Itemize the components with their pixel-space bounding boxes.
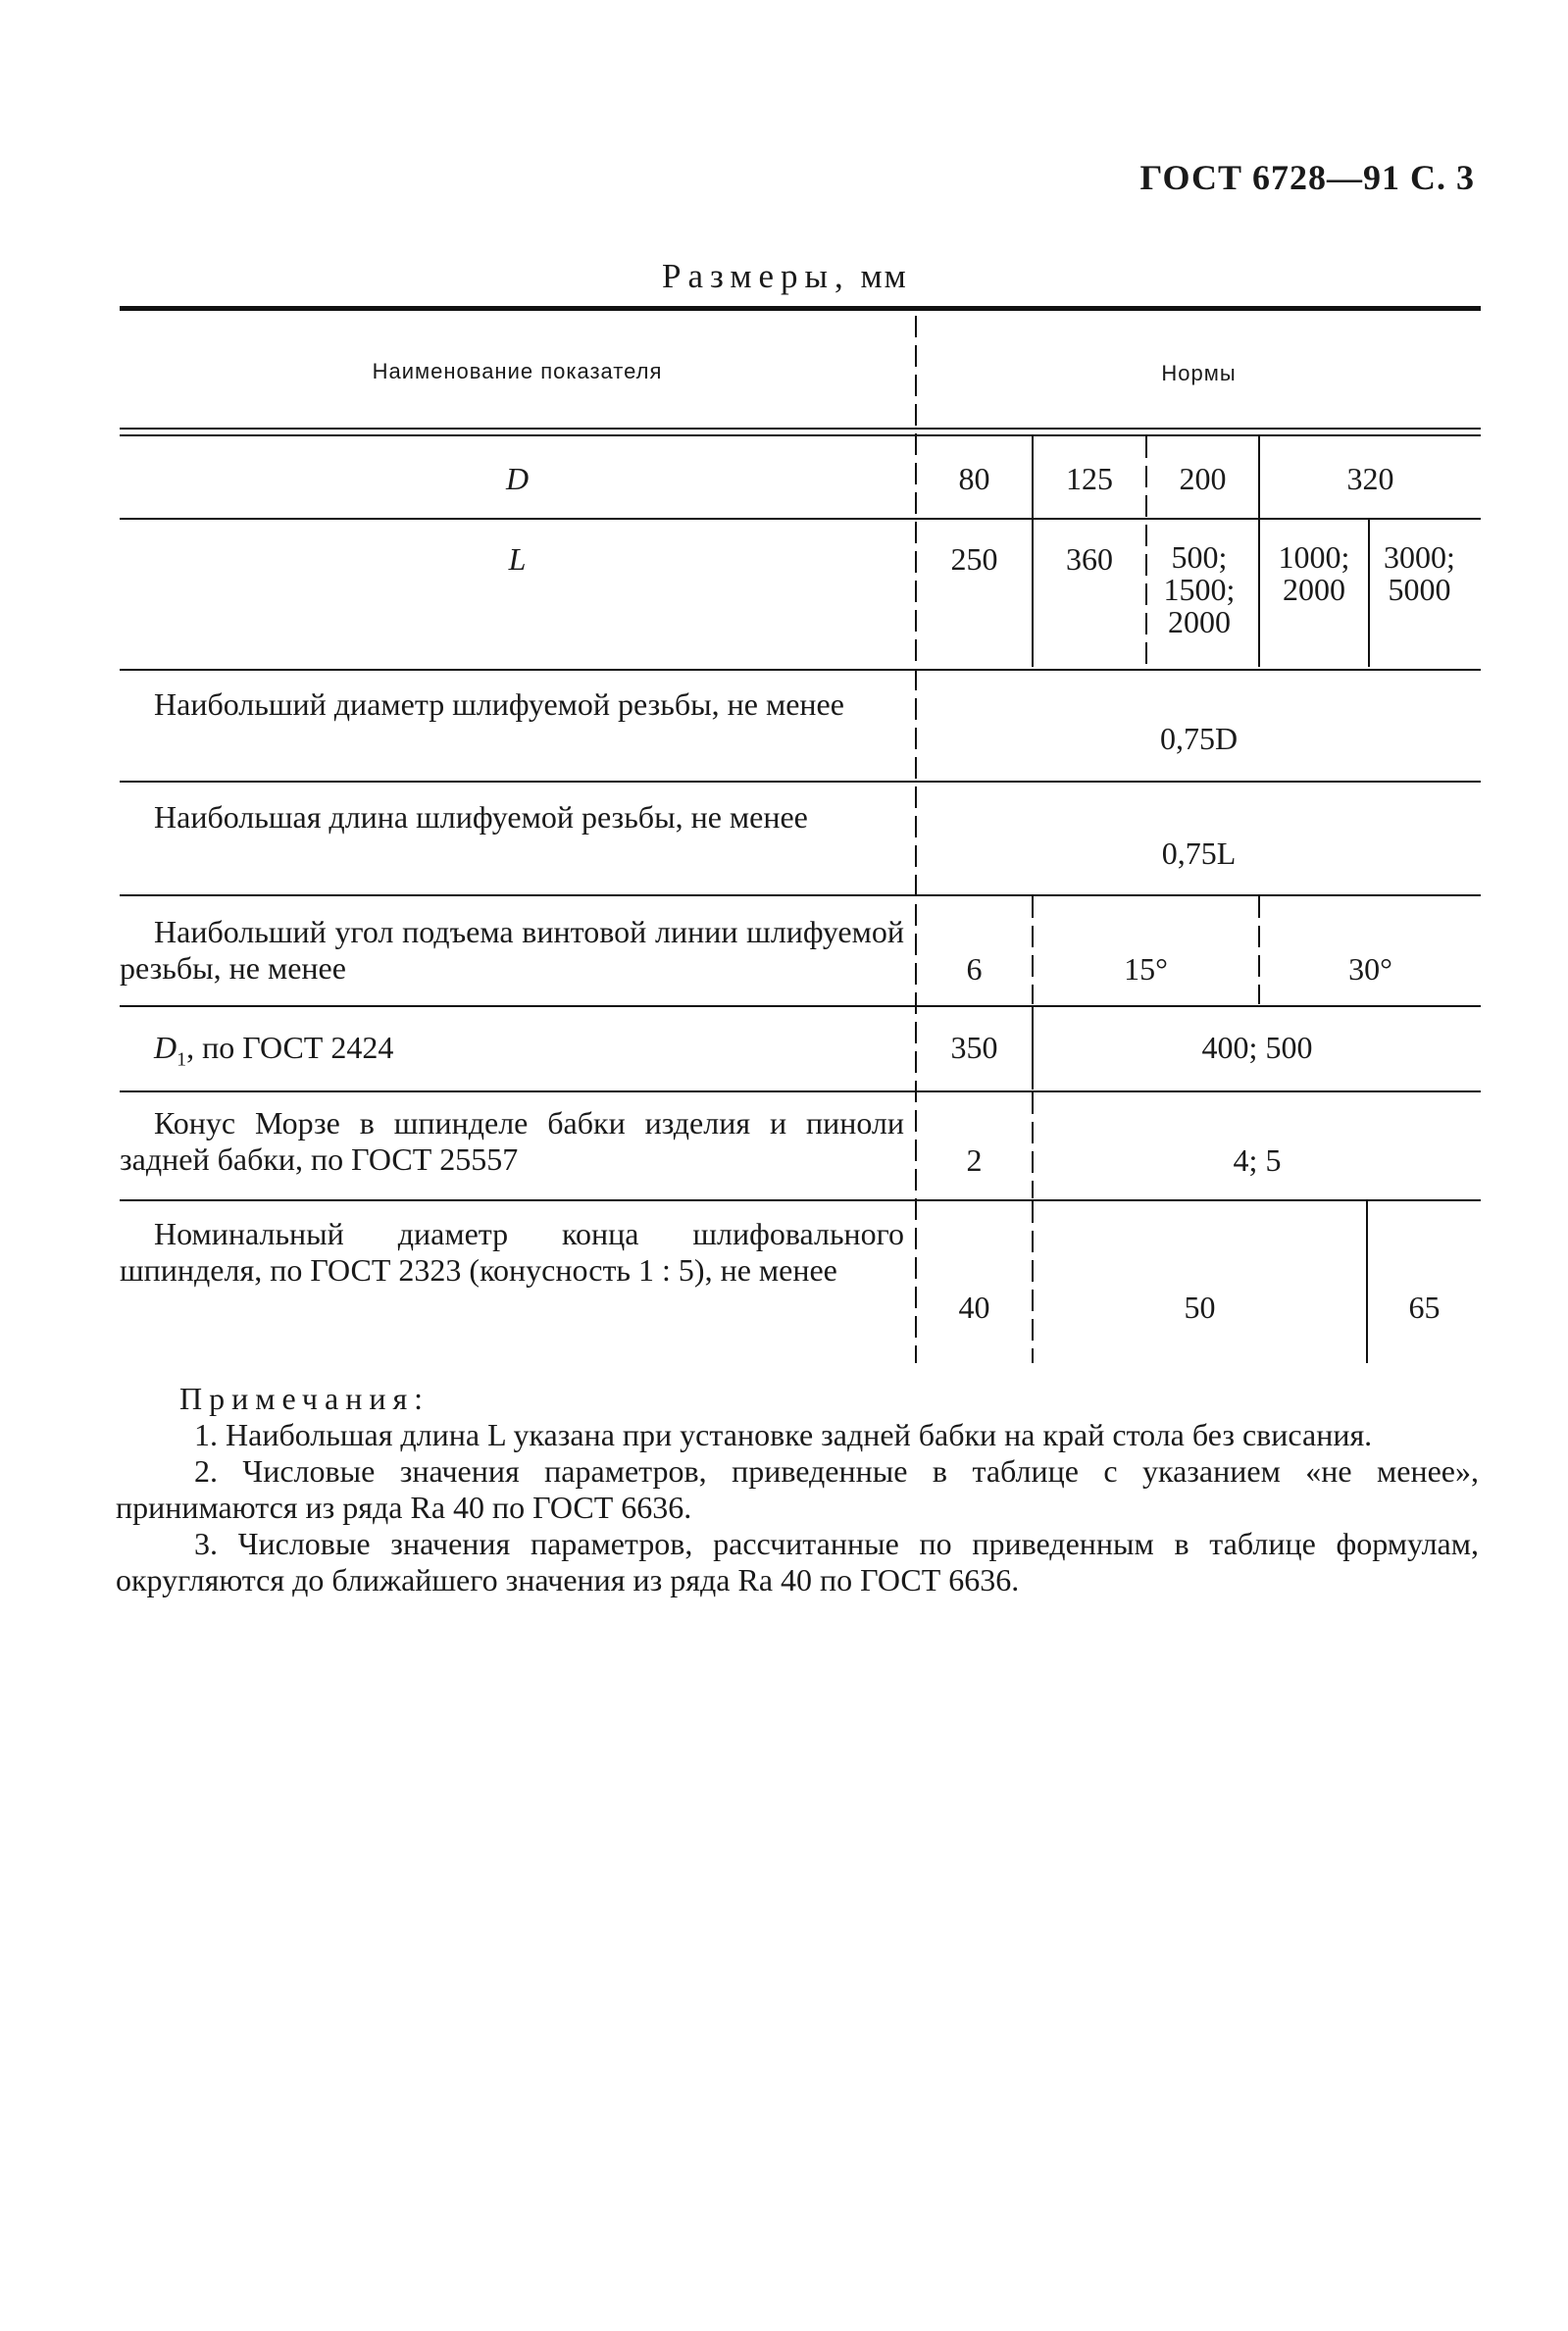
note-item: 2. Числовые значения параметров, приведенные в таблице с указанием «не менее», принимаются из ряда Ra 40 по ГОСТ 6636. [116,1453,1479,1525]
notes-section [116,1381,1479,1598]
row-l-value: 250 [950,541,998,577]
row-spindle-value: 50 [1184,1290,1216,1325]
rule-row-l [120,669,1481,671]
page-header-standard: ГОСТ 6728—91 С. 3 [1139,158,1475,197]
rule-top-thick [120,306,1481,311]
row-spindle-label: Номинальный диаметр конца шлифовального шпинделя, по ГОСТ 2323 (конусность 1 : 5), не менее [120,1216,904,1288]
row-morse-value: 4; 5 [1233,1142,1282,1178]
row-d-value: 125 [1066,461,1113,496]
row-l-value: 1000; 2000 [1278,539,1350,607]
row-angle-label: Наибольший угол подъема винтовой линии шлифуемой резьбы, не менее [120,914,904,986]
row-d-value: 80 [958,461,990,496]
row-l-value: 500; 1500; 2000 [1163,539,1236,639]
rule-header-bottom-1 [120,428,1481,430]
row-l-value: 360 [1066,541,1113,577]
row-angle-value: 6 [966,951,983,987]
rule-row-morse [120,1199,1481,1201]
row-d-label: D [505,461,530,496]
rule-row-diam [120,781,1481,783]
row-d1-ref: , по ГОСТ 2424 [186,1030,394,1065]
row-d1-value: 400; 500 [1201,1030,1313,1065]
divider-angle-1 [1032,896,1034,1004]
row-diam-label: Наибольший диаметр шлифуемой резьбы, не менее [154,686,844,722]
divider-angle-2 [1258,896,1260,1004]
rule-row-length [120,894,1481,896]
caption-unit: мм [860,257,908,295]
row-length-label: Наибольшая длина шлифуемой резьбы, не менее [154,799,808,835]
row-angle-value: 30° [1348,951,1392,987]
col-header-name: Наименование показателя [372,359,663,383]
row-l-label: L [508,541,527,577]
rule-row-angle [120,1005,1481,1007]
rule-header-bottom-2 [120,434,1481,436]
row-l-value: 3000; 5000 [1384,539,1455,607]
rule-row-d1 [120,1090,1481,1092]
note-item: 1. Наибольшая длина L указана при установке задней бабки на край стола без свисания. [194,1417,1373,1452]
notes-title: Примечания: [179,1381,430,1416]
row-diam-value-text: 0,75D [1159,721,1239,756]
row-d1-subscript: 1 [177,1048,187,1071]
row-d-value: 200 [1179,461,1227,496]
row-d-value: 320 [1346,461,1394,496]
row-d1-symbol: D [154,1030,177,1065]
row-d1-label [154,1030,899,1078]
rule-row-d [120,518,1481,520]
row-morse-label: Конус Морзе в шпинделе бабки изделия и пиноли задней бабки, по ГОСТ 25557 [120,1105,904,1177]
table-caption [662,257,908,296]
row-spindle-value: 40 [958,1290,990,1325]
row-morse-value: 2 [966,1142,983,1178]
divider-col-4 [1368,520,1370,667]
col-header-norms: Нормы [1161,361,1237,385]
row-spindle-value: 65 [1408,1290,1441,1325]
note-item: 3. Числовые значения параметров, рассчитанные по приведенным в таблице формулам, округляются до ближайшего значения из ряда Ra 40 по ГОСТ 6636. [116,1526,1479,1597]
caption-word: Размеры, [662,257,850,295]
row-length-value: 0,75L [1161,836,1237,871]
divider-spindle-2 [1366,1201,1368,1363]
divider-spindle-1 [1032,1201,1034,1363]
row-diam-value [917,721,1481,757]
row-angle-value: 15° [1124,951,1168,987]
row-d1-value: 350 [950,1030,998,1065]
